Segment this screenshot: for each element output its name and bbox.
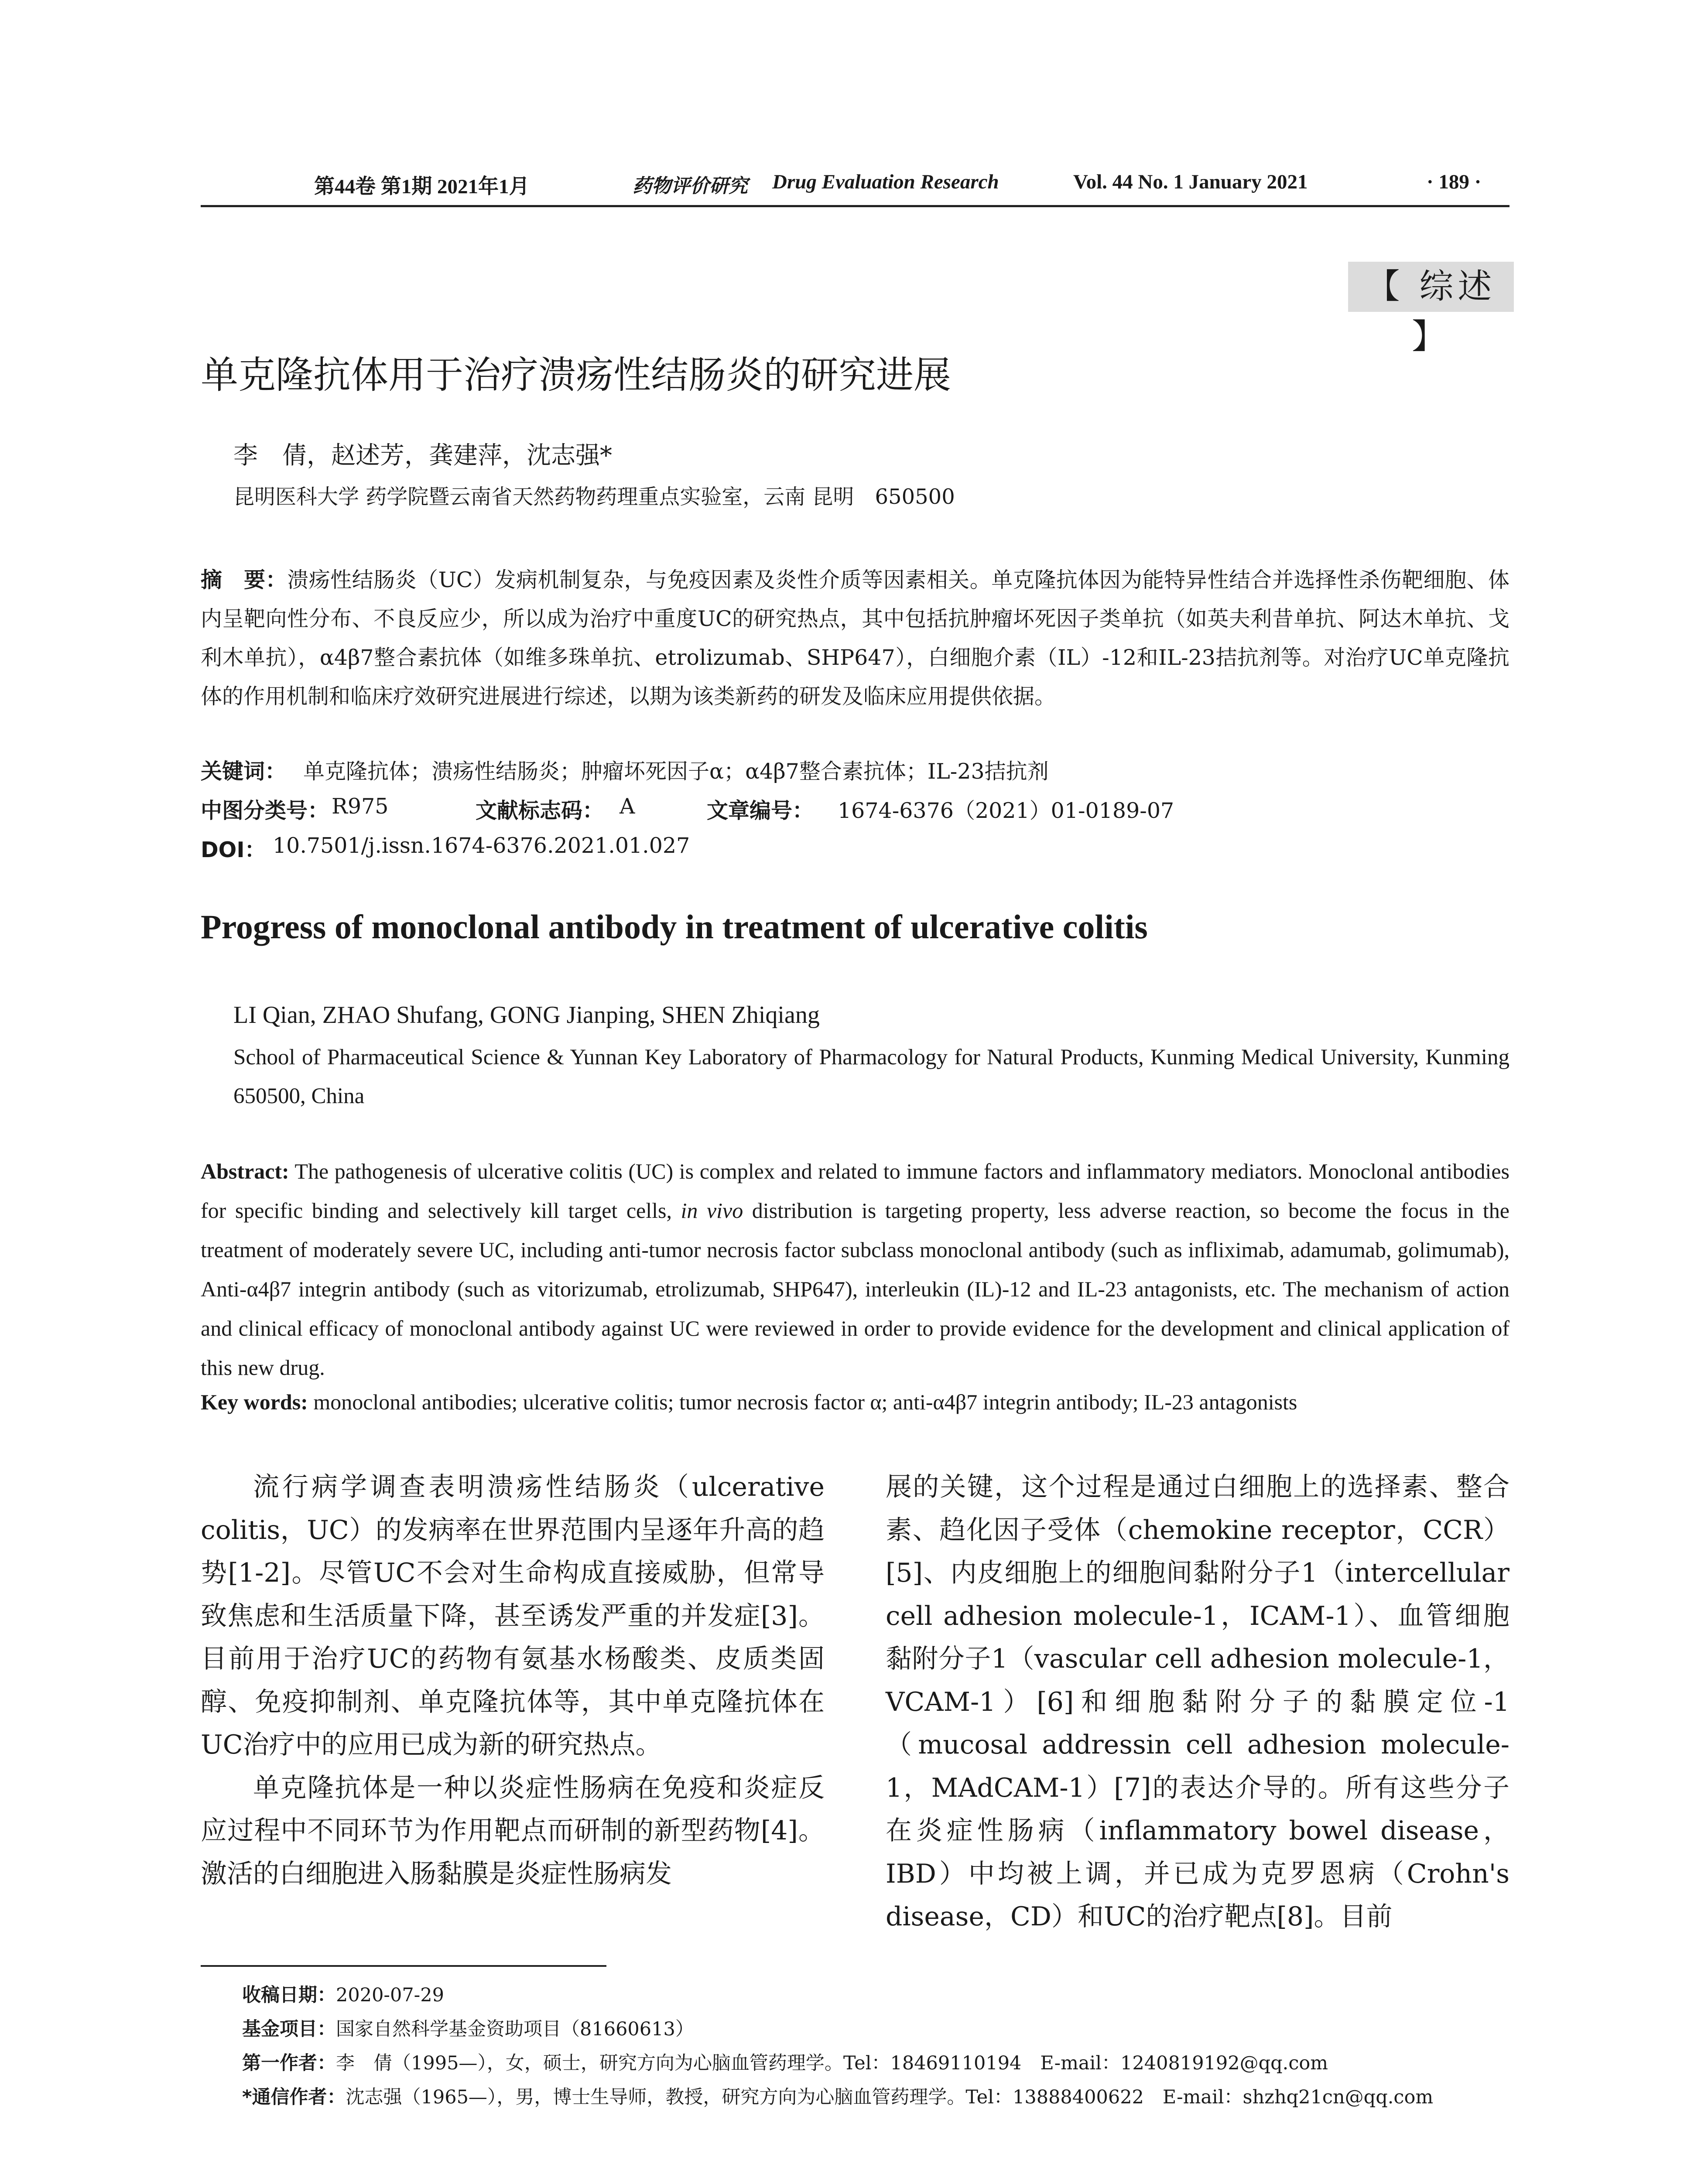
body-left-column	[201, 1466, 825, 1895]
body-paragraph: 单克隆抗体是一种以炎症性肠病在免疫和炎症反应过程中不同环节为作用靶点而研制的新型药物[4]。激活的白细胞进入肠黏膜是炎症性肠病发	[201, 1772, 825, 1889]
abstract-cn-text: 溃疡性结肠炎（UC）发病机制复杂，与免疫因素及炎性介质等因素相关。单克隆抗体因为能特异性结合并选择性杀伤靶细胞、体内呈靶向性分布、不良反应少，所以成为治疗中重度UC的研究热点，其中包括抗肿瘤坏死因子类单抗（如英夫利昔单抗、阿达木单抗、戈利木单抗），α4β7整合素抗体（如维多珠单抗、etrolizumab、SHP647），白细胞介素（IL）-12和IL-23拮抗剂等。对治疗UC单克隆抗体的作用机制和临床疗效研究进展进行综述，以期为该类新药的研发及临床应用提供依据。	[201, 567, 1509, 709]
abstract-en-italic: in vivo	[681, 1198, 743, 1223]
keywords-cn-text: 单克隆抗体；溃疡性结肠炎；肿瘤坏死因子α；α4β7整合素抗体；IL-23拮抗剂	[303, 759, 1049, 784]
fund-label: 基金项目：	[242, 2018, 336, 2040]
title-cn: 单克隆抗体用于治疗溃疡性结肠炎的研究进展	[201, 353, 951, 397]
affiliation-en: School of Pharmaceutical Science & Yunnan Key Laboratory of Pharmacology for Natural Products, Kunming Medical University, Kunming 650500, China	[233, 1045, 1509, 1108]
keywords-cn-label: 关键词：	[201, 759, 287, 784]
running-header	[201, 170, 1509, 204]
abstract-cn-label: 摘 要：	[201, 567, 288, 592]
received-label: 收稿日期：	[242, 1984, 336, 2006]
title-en: Progress of monoclonal antibody in treatment of ulcerative colitis	[201, 908, 1148, 946]
clc-value: R975	[332, 794, 389, 819]
clc-label: 中图分类号：	[201, 798, 329, 823]
abstract-en	[201, 1152, 1509, 1387]
abstract-en-text-2: distribution is targeting property, less adverse reaction, so become the focus in the treatment of moderately severe UC, including anti-tumor necrosis factor subclass monoclonal antibody (such as infliximab, adamumab, golimumab), Anti-α4β7 integrin antibody (such as vitorizumab, etrolizumab, SHP647), interleukin (IL)-12 and IL-23 antagonists, etc. The mechanism of action and clinical efficacy of monoclonal antibody against UC were reviewed in order to provide evidence for the development and clinical application of this new drug.	[201, 1198, 1510, 1380]
affiliation-cn: 昆明医科大学 药学院暨云南省天然药物药理重点实验室，云南 昆明 650500	[233, 485, 955, 509]
abstract-cn	[201, 561, 1509, 716]
body-paragraph: 流行病学调查表明溃疡性结肠炎（ulcerative colitis，UC）的发病率在世界范围内呈逐年升高的趋势[1-2]。尽管UC不会对生命构成直接威胁，但常导致焦虑和生活质量下降，甚至诱发严重的并发症[3]。目前用于治疗UC的药物有氨基水杨酸类、皮质类固醇、免疫抑制剂、单克隆抗体等，其中单克隆抗体在UC治疗中的应用已成为新的研究热点。	[201, 1472, 825, 1760]
section-tag: 【 综述 】	[1348, 262, 1514, 312]
doi-label: DOI：	[201, 838, 266, 862]
keywords-en-text: monoclonal antibodies; ulcerative colitis; tumor necrosis factor α; anti-α4β7 integrin antibody; IL-23 antagonists	[308, 1390, 1297, 1414]
authors-cn: 李 倩，赵述芳，龚建萍，沈志强*	[233, 441, 612, 470]
footnote-fund	[242, 2012, 1509, 2046]
first-author-value: 李 倩（1995—），女，硕士，研究方向为心脑血管药理学。Tel：18469110194 E-mail：1240819192@qq.com	[336, 2052, 1328, 2074]
doc-code-label: 文献标志码：	[476, 798, 604, 823]
journal-logo: 药物评价研究	[633, 175, 748, 197]
article-no-value: 1674-6376（2021）01-0189-07	[838, 798, 1174, 823]
body-right-column	[886, 1466, 1509, 1938]
abstract-en-label: Abstract:	[201, 1159, 289, 1183]
first-author-label: 第一作者：	[242, 2052, 336, 2074]
authors-en: LI Qian, ZHAO Shufang, GONG Jianping, SHEN Zhiqiang	[233, 1002, 820, 1029]
issue-en: Vol. 44 No. 1 January 2021	[1073, 171, 1308, 193]
fund-value: 国家自然科学基金资助项目（81660613）	[336, 2018, 694, 2040]
footnote-rule	[201, 1965, 606, 1967]
footnote-first-author	[242, 2046, 1509, 2080]
keywords-en-label: Key words:	[201, 1390, 308, 1414]
footnote-received	[242, 1978, 1509, 2012]
journal-name-en: Drug Evaluation Research	[772, 171, 999, 193]
received-value: 2020-07-29	[336, 1984, 444, 2006]
corresponding-value: 沈志强（1965—），男，博士生导师，教授，研究方向为心脑血管药理学。Tel：13888400622 E-mail：shzhq21cn@qq.com	[346, 2086, 1434, 2108]
corresponding-label: *通信作者：	[242, 2086, 346, 2108]
page-number: · 189 ·	[1427, 171, 1482, 193]
footnotes	[242, 1978, 1509, 2114]
issue-cn: 第44卷 第1期 2021年1月	[314, 175, 530, 198]
doi-value: 10.7501/j.issn.1674-6376.2021.01.027	[273, 833, 690, 858]
body-paragraph: 展的关键，这个过程是通过白细胞上的选择素、整合素、趋化因子受体（chemokine receptor，CCR）[5]、内皮细胞上的细胞间黏附分子1（intercellular cell adhesion molecule-1，ICAM-1）、血管细胞黏附分子1（vascular cell adhesion molecule-1，VCAM-1）[6]和细胞黏附分子的黏膜定位-1（mucosal addressin cell adhesion molecule-1，MAdCAM-1）[7]的表达介导的。所有这些分子在炎症性肠病（inflammatory bowel disease，IBD）中均被上调，并已成为克罗恩病（Crohn's disease，CD）和UC的治疗靶点[8]。目前	[886, 1472, 1509, 1932]
footnote-corresponding	[242, 2080, 1509, 2114]
keywords-en	[201, 1389, 1297, 1415]
header-rule	[201, 205, 1509, 207]
abstract-en-text-1: The pathogenesis of ulcerative colitis (UC) is complex and related to immune factors and inflammatory mediators. Monoclonal antibodies for specific binding and selectively kill target cells,	[201, 1159, 1509, 1223]
doc-code-value: A	[620, 794, 635, 819]
article-no-label: 文章编号：	[707, 798, 814, 823]
